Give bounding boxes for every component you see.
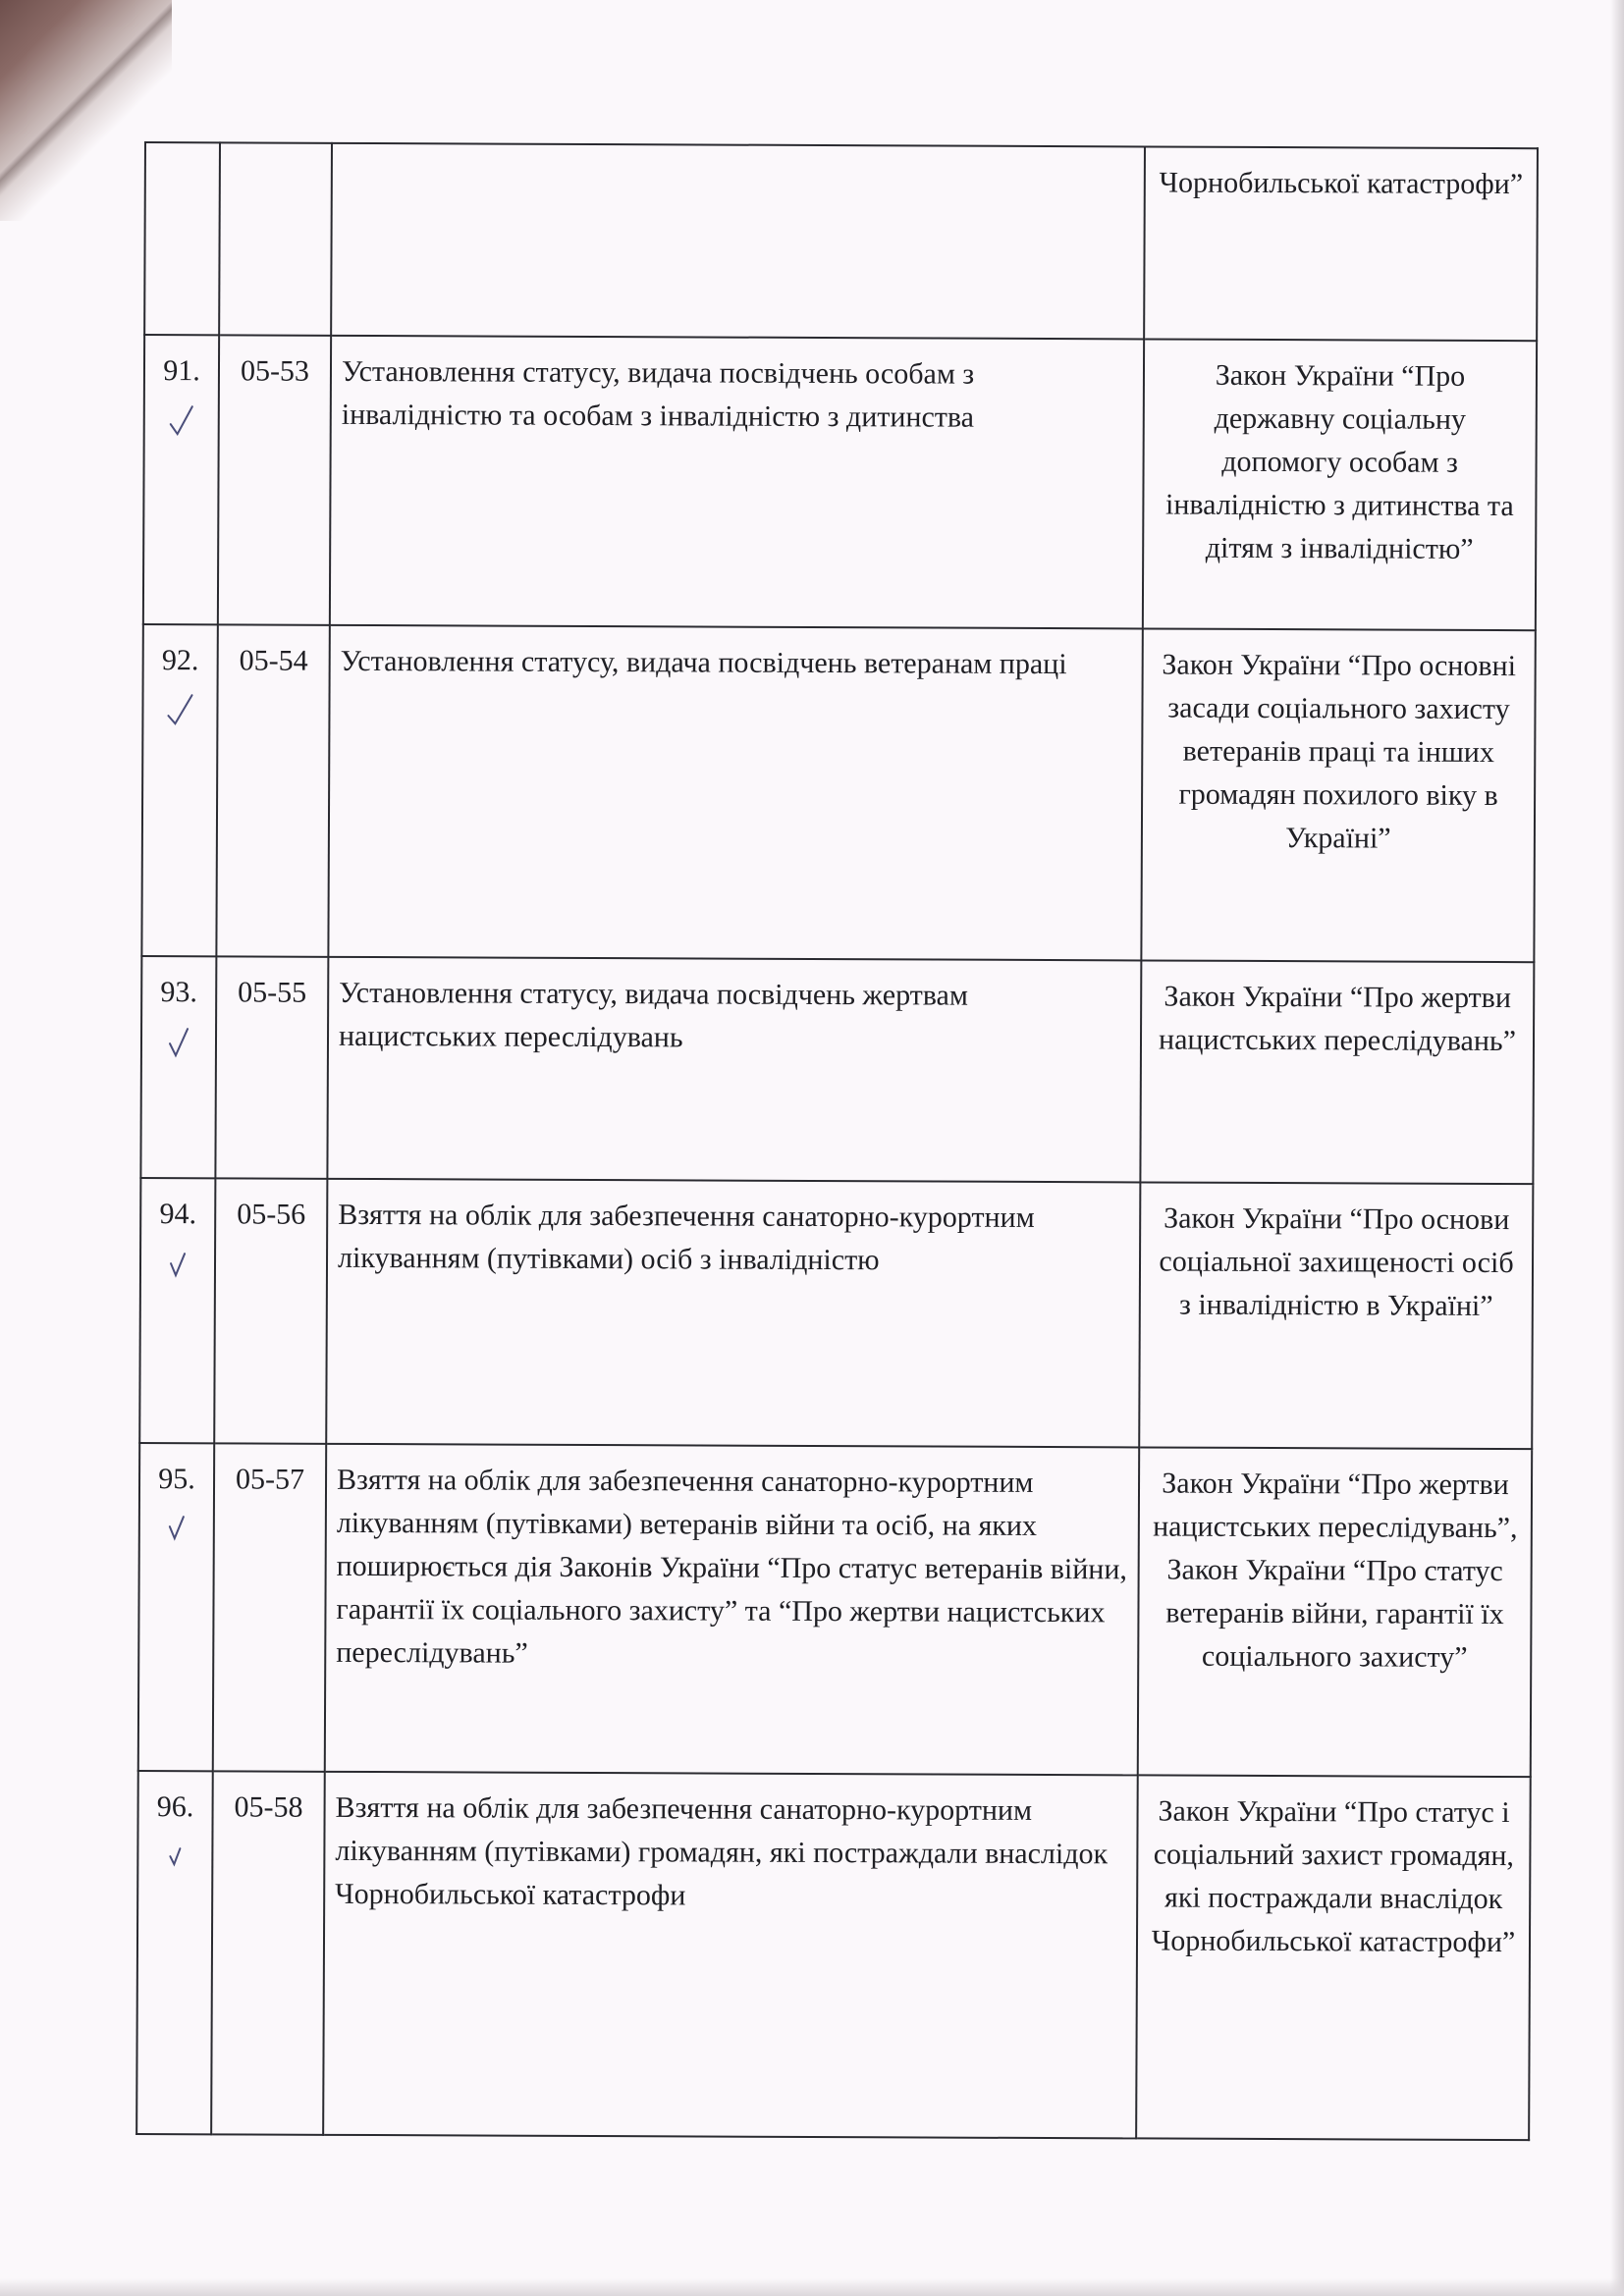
row-number-cell — [138, 1443, 214, 1771]
law-text: Закон України “Про жертви нацистських переслідувань” — [1159, 980, 1517, 1058]
law-text: Закон України “Про жертви нацистських переслідувань”, Закон України “Про статус ветеранів війни, гарантії їх соціального захисту” — [1153, 1467, 1518, 1674]
service-name-cell — [327, 957, 1141, 1183]
law-cell — [1143, 339, 1537, 630]
pencil-checkmark-icon — [164, 1024, 193, 1059]
row-number: 91. — [163, 354, 200, 388]
pencil-checkmark-icon — [163, 1246, 192, 1281]
pencil-checkmark-icon — [162, 1511, 191, 1546]
service-name: Взяття на облік для забезпечення санаторно-курортним лікуванням (путівками) осіб з інвалідністю — [337, 1198, 1035, 1277]
service-code-cell — [216, 624, 329, 956]
row-number: 93. — [160, 976, 198, 1009]
law-cell — [1136, 1775, 1531, 2140]
service-name: Установлення статусу, видача посвідчень особам з інвалідністю та особам з інвалідністю з дитинства — [341, 354, 975, 434]
row-number-cell — [139, 1178, 215, 1443]
law-cell — [1138, 1447, 1532, 1777]
service-code: 05-56 — [237, 1198, 306, 1231]
service-code-cell — [215, 956, 328, 1178]
table-row — [140, 956, 1534, 1184]
service-code-cell — [213, 1443, 326, 1771]
service-name-cell — [325, 1444, 1139, 1776]
service-code-cell — [211, 1771, 325, 2134]
services-table — [135, 141, 1539, 2141]
row-number-cell — [140, 956, 216, 1178]
service-code-cell — [214, 1178, 327, 1443]
table-row-fragment — [144, 142, 1538, 341]
law-cell — [1144, 146, 1538, 341]
table-row — [138, 1443, 1532, 1777]
table-row — [143, 335, 1537, 630]
service-name-cell — [328, 625, 1142, 961]
service-code: 05-54 — [239, 644, 308, 677]
pencil-checkmark-icon — [165, 692, 194, 727]
law-cell — [1141, 628, 1535, 962]
row-number: 95. — [158, 1463, 195, 1496]
service-name-cell — [331, 143, 1145, 340]
scan-edge-bottom — [0, 2278, 1624, 2296]
row-number: 94. — [159, 1198, 197, 1231]
law-cell — [1139, 1182, 1533, 1449]
service-name-cell — [330, 336, 1144, 629]
row-number-cell — [143, 335, 219, 624]
law-text: Закон України “Про основи соціальної захищеності осіб з інвалідністю в Україні” — [1159, 1201, 1514, 1323]
row-number-cell — [136, 1771, 213, 2134]
row-number: 92. — [161, 644, 199, 677]
law-text: Чорнобильської катастрофи” — [1159, 166, 1524, 201]
law-text: Закон України “Про статус і соціальний захист громадян, які постраждали внаслідок Чорнобильської катастрофи” — [1151, 1794, 1516, 1959]
table-row — [136, 1771, 1531, 2140]
table-row — [141, 624, 1535, 962]
service-name-cell — [323, 1772, 1138, 2139]
service-code: 05-53 — [240, 354, 310, 388]
service-name: Взяття на облік для забезпечення санаторно-курортним лікуванням (путівками) ветеранів війни та осіб, на яких поширюється дія Законів України “Про статус ветеранів війни, гарантії їх соціального захисту” та “Про жертви нацистських переслідувань” — [336, 1463, 1128, 1670]
row-number: 96. — [156, 1790, 194, 1824]
table-row — [139, 1178, 1533, 1449]
pencil-checkmark-icon — [160, 1839, 189, 1874]
service-name: Взяття на облік для забезпечення санаторно-курортним лікуванням (путівками) громадян, які постраждали внаслідок Чорнобильської катастрофи — [335, 1790, 1109, 1912]
row-number-cell — [144, 142, 220, 335]
service-code-cell — [219, 142, 332, 335]
service-name-cell — [326, 1179, 1140, 1448]
scan-edge-right — [1610, 0, 1624, 2296]
law-text: Закон України “Про державну соціальну допомогу особам з інвалідністю з дитинства та дітям з інвалідністю” — [1164, 358, 1514, 565]
pencil-checkmark-icon — [167, 402, 196, 438]
service-code: 05-58 — [234, 1790, 303, 1824]
law-cell — [1140, 960, 1534, 1184]
service-name: Установлення статусу, видача посвідчень жертвам нацистських переслідувань — [338, 976, 968, 1054]
service-name: Установлення статусу, видача посвідчень ветеранам праці — [340, 644, 1067, 681]
service-code: 05-55 — [238, 976, 307, 1009]
service-code-cell — [218, 335, 331, 624]
service-code: 05-57 — [235, 1463, 305, 1496]
row-number-cell — [141, 624, 217, 956]
law-text: Закон України “Про основні засади соціального захисту ветеранів праці та інших громадян похилого віку в Україні” — [1162, 648, 1517, 855]
